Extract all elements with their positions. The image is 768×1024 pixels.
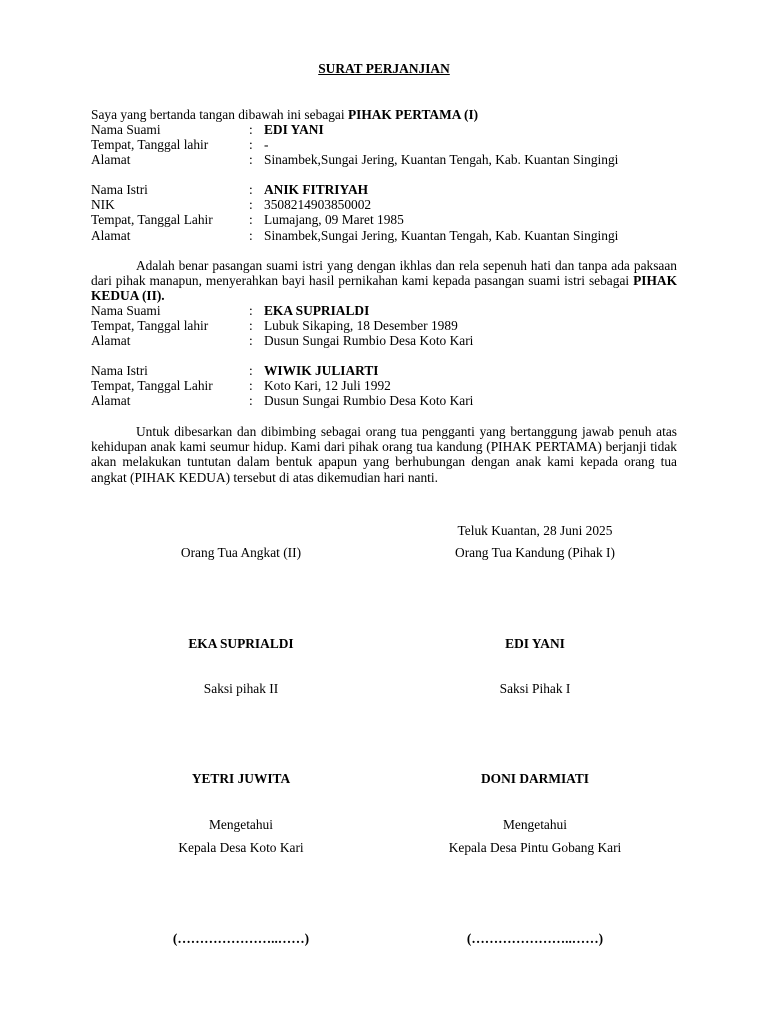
field-label: NIK xyxy=(91,197,115,213)
field-label: Tempat, Tanggal lahir xyxy=(91,318,209,334)
field-label: Nama Suami xyxy=(91,303,161,318)
field-colon: : xyxy=(249,182,253,197)
witness-name-left: YETRI JUWITA xyxy=(191,771,291,786)
statement-paragraph xyxy=(91,258,677,304)
field-label: Alamat xyxy=(91,227,131,243)
signature-blank-left: (…………………..……) xyxy=(172,931,310,946)
biological-parent-name: EDI YANI xyxy=(505,636,565,651)
field-label: Alamat xyxy=(91,393,131,409)
field-row xyxy=(91,378,691,393)
witness-label-left: Saksi pihak II xyxy=(203,681,279,696)
adoptive-parent-role: Orang Tua Angkat (II) xyxy=(180,545,302,560)
biological-parent-role: Orang Tua Kandung (Pihak I) xyxy=(455,545,615,560)
field-row xyxy=(91,212,691,227)
statement-party: PIHAK KEDUA (II). xyxy=(91,273,677,304)
field-row xyxy=(91,182,691,197)
field-colon: : xyxy=(249,212,253,228)
field-colon: : xyxy=(249,152,253,168)
village-head-left: Kepala Desa Koto Kari xyxy=(178,840,304,855)
field-colon: : xyxy=(249,122,253,137)
statement-text: Adalah benar pasangan suami istri yang dengan ikhlas dan rela sepenuh hati dan tanpa ada paksaan dari pihak manapun, menyerahkan bayi hasil pernikahan kami kepada pasangan suami istri sebagai xyxy=(91,258,677,289)
intro-party: PIHAK PERTAMA (I) xyxy=(347,107,479,122)
first-party-wife xyxy=(91,182,691,243)
field-label: Nama Suami xyxy=(91,122,161,137)
field-value: Lubuk Sikaping, 18 Desember 1989 xyxy=(264,318,458,334)
place-date: Teluk Kuantan, 28 Juni 2025 xyxy=(457,523,613,538)
field-row xyxy=(91,363,691,378)
field-colon: : xyxy=(249,393,253,409)
field-row xyxy=(91,228,691,243)
witness-name-right: DONI DARMIATI xyxy=(481,771,589,786)
field-colon: : xyxy=(249,318,253,334)
adoptive-parent-name: EKA SUPRIALDI xyxy=(188,636,294,651)
acknowledged-left: Mengetahui xyxy=(209,817,273,832)
field-row xyxy=(91,152,691,167)
field-label: Tempat, Tanggal Lahir xyxy=(91,378,213,394)
field-value: Koto Kari, 12 Juli 1992 xyxy=(264,378,391,394)
field-label: Tempat, Tanggal lahir xyxy=(91,137,209,153)
field-colon: : xyxy=(249,333,253,349)
field-colon: : xyxy=(249,137,253,153)
signature-blank-right: (…………………..……) xyxy=(466,931,604,946)
field-row xyxy=(91,318,691,333)
witness-label-right: Saksi Pihak I xyxy=(499,681,571,696)
field-colon: : xyxy=(249,227,253,243)
field-value: Sinambek,Sungai Jering, Kuantan Tengah, Kab. Kuantan Singingi xyxy=(264,227,619,243)
acknowledged-right: Mengetahui xyxy=(503,817,567,832)
field-value: EKA SUPRIALDI xyxy=(264,303,370,318)
field-value: Dusun Sungai Rumbio Desa Koto Kari xyxy=(264,393,474,409)
field-value: Lumajang, 09 Maret 1985 xyxy=(264,212,404,228)
second-party-husband xyxy=(91,303,691,349)
field-row xyxy=(91,333,691,348)
field-label: Tempat, Tanggal Lahir xyxy=(91,212,213,228)
field-label: Nama Istri xyxy=(91,363,148,378)
field-row xyxy=(91,393,691,408)
field-value: 3508214903850002 xyxy=(264,197,372,213)
document-title: SURAT PERJANJIAN xyxy=(318,61,450,76)
field-value: ANIK FITRIYAH xyxy=(264,182,369,197)
field-colon: : xyxy=(249,363,253,378)
field-label: Alamat xyxy=(91,333,131,349)
field-colon: : xyxy=(249,378,253,394)
intro-text: Saya yang bertanda tangan dibawah ini sebagai xyxy=(91,107,348,122)
agreement-paragraph: Untuk dibesarkan dan dibimbing sebagai orang tua pengganti yang bertanggung jawab penuh atas kehidupan anak kami seumur hidup. Kami dari pihak orang tua kandung (PIHAK PERTAMA) berjanji tidak akan melakukan tuntutan dalam bentuk apapun yang berhubungan dengan anak kami kepada orang tua angkat (PIHAK KEDUA) tersebut di atas dikemudian hari nanti. xyxy=(91,424,677,485)
field-row xyxy=(91,303,691,318)
field-colon: : xyxy=(249,197,253,213)
first-party-husband xyxy=(91,122,691,168)
field-colon: : xyxy=(249,303,253,318)
second-party-wife xyxy=(91,363,691,409)
field-row xyxy=(91,122,691,137)
intro-line xyxy=(91,107,478,122)
village-head-right: Kepala Desa Pintu Gobang Kari xyxy=(448,840,622,855)
field-label: Nama Istri xyxy=(91,182,148,197)
field-row xyxy=(91,197,691,212)
field-value: Dusun Sungai Rumbio Desa Koto Kari xyxy=(264,333,474,349)
field-label: Alamat xyxy=(91,152,131,168)
field-value: EDI YANI xyxy=(264,122,324,137)
field-value: - xyxy=(264,137,269,153)
field-value: WIWIK JULIARTI xyxy=(264,363,379,378)
field-value: Sinambek,Sungai Jering, Kuantan Tengah, Kab. Kuantan Singingi xyxy=(264,152,619,168)
field-row xyxy=(91,137,691,152)
